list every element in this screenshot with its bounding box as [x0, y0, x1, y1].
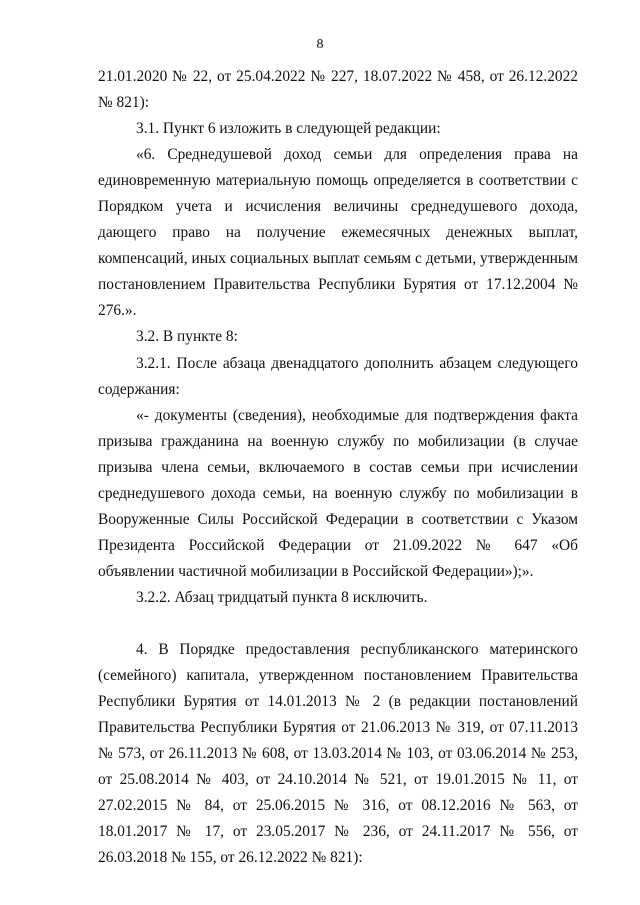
paragraph-4: 4. В Порядке предоставления республиканского материнского (семейного) капитала, утвержденном постановлением Правительства Республики Бурятия от 14.01.2013 № 2 (в редакции постановлений Правительства Республики Бурятия от 21.06.2013 № 319, от 07.11.2013 № 573, от 26.11.2013 № 608, от 13.03.2014 № 103, от 03.06.2014 № 253, от 25.08.2014 № 403, от 24.10.2014 № 521, от 19.01.2015 № 11, от 27.02.2015 № 84, от 25.06.2015 № 316, от 08.12.2016 № 563, от 18.01.2017 № 17, от 23.05.2017 № 236, от 24.11.2017 № 556, от 26.03.2018 № 155, от 26.12.2022 № 821):	[98, 640, 578, 867]
paragraph-3-2: 3.2. В пункте 8:	[136, 328, 238, 346]
paragraph-item-6-text: «6. Среднедушевой доход семьи для определения права на единовременную материальную помощь определяется в соответствии с Порядком учета и исчисления величины среднедушевого дохода, дающего право на получение ежемесячных денежных выплат, компенсаций, иных социальных выплат семьям с детьми, утвержденным постановлением Правительства Республики Бурятия от 17.12.2004 № 276.».	[98, 146, 578, 320]
paragraph-continuation: 21.01.2020 № 22, от 25.04.2022 № 227, 18.07.2022 № 458, от 26.12.2022 № 821):	[98, 68, 578, 112]
paragraph-3-1: 3.1. Пункт 6 изложить в следующей редакции:	[136, 120, 441, 138]
document-body	[98, 64, 578, 871]
paragraph-new-abzac-text: «- документы (сведения), необходимые для подтверждения факта призыва гражданина на военную службу по мобилизации (в случае призыва члена семьи, включаемого в состав семьи при исчислении среднедушевого дохода семьи, на военную службу по мобилизации в Вооруженные Силы Российской Федерации в соответствии с Указом Президента Российской Федерации от 21.09.2022 № 647 «Об объявлении частичной мобилизации в Российской Федерации»);».	[98, 406, 578, 580]
page-number: 8	[316, 37, 324, 52]
paragraph-gap	[98, 611, 578, 637]
paragraph-3-2-2: 3.2.2. Абзац тридцатый пункта 8 исключить.	[136, 588, 428, 606]
paragraph-3-2-1: 3.2.1. После абзаца двенадцатого дополнить абзацем следующего содержания:	[98, 354, 578, 398]
